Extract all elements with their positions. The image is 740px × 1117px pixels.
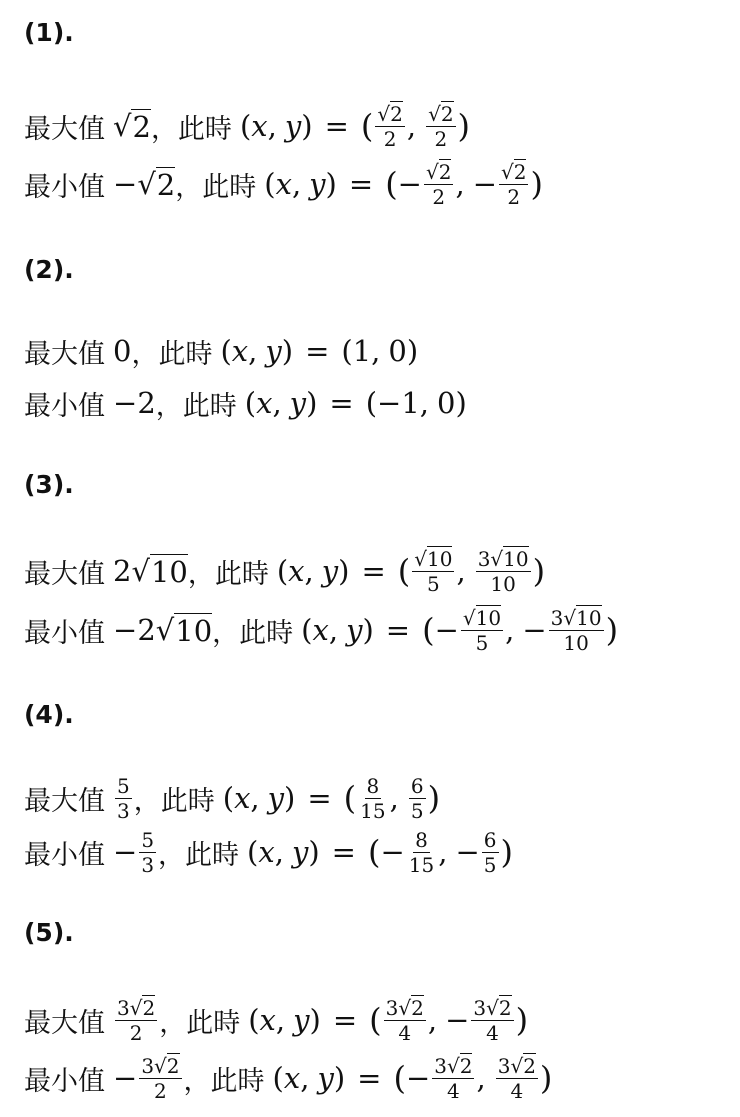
max-line	[24, 992, 528, 1048]
point-expression: ( x , y ) = ( − $\frac{√2}{2}$ , − $\frac{√2}{2}$ )	[264, 159, 543, 209]
max-value: $\frac{3√2}{2}$	[117, 995, 156, 1045]
then-label: ，此時	[150, 113, 232, 145]
point-expression: ( x , y ) = ( − $\frac{√10}{5}$ , − $\frac{3√10}{10}$ )	[301, 605, 619, 655]
min-value: − $\frac{3√2}{2}$	[113, 1053, 180, 1103]
max-value: √ 2	[113, 108, 151, 144]
max-line	[24, 323, 418, 379]
max-label: 最大值	[24, 113, 105, 145]
min-value: − 2 √ 10	[113, 612, 213, 648]
max-label: 最大值	[24, 785, 105, 817]
min-value: − 2	[113, 386, 156, 420]
max-label: 最大值	[24, 338, 105, 370]
max-value: 2 √ 10	[113, 553, 188, 589]
then-label: ，此時	[187, 558, 269, 590]
min-line	[24, 156, 543, 212]
then-label: ，此時	[131, 338, 213, 370]
min-line	[24, 824, 513, 880]
min-value: − $\frac{5}{3}$	[113, 827, 155, 877]
min-label: 最小值	[24, 839, 105, 871]
then-label: ，此時	[155, 390, 237, 422]
max-label: 最大值	[24, 1007, 105, 1039]
min-line	[24, 1050, 552, 1106]
max-line	[24, 98, 470, 154]
min-label: 最小值	[24, 1065, 105, 1097]
max-line	[24, 543, 545, 599]
point-expression: ( x , y ) = ( − 1 , 0 )	[244, 386, 467, 420]
then-label: ，此時	[159, 1007, 241, 1039]
point-expression: ( x , y ) = ( $\frac{8}{15}$ , $\frac{6}{5}$ )	[222, 773, 441, 823]
min-line	[24, 602, 618, 658]
point-expression: ( x , y ) = ( − $\frac{8}{15}$ , − $\frac{6}{5}$ )	[247, 827, 513, 877]
section-heading: (2).	[24, 255, 74, 284]
then-label: ，此時	[212, 617, 294, 649]
max-line	[24, 770, 440, 826]
section-heading: (4).	[24, 700, 74, 729]
then-label: ，此時	[158, 839, 240, 871]
section-heading: (1).	[24, 18, 74, 47]
min-line	[24, 375, 467, 431]
then-label: ，此時	[133, 785, 215, 817]
max-value: $\frac{5}{3}$	[117, 773, 130, 823]
min-label: 最小值	[24, 390, 105, 422]
section-heading: (5).	[24, 918, 74, 947]
point-expression: ( x , y ) = ( $\frac{3√2}{4}$ , − $\frac{3√2}{4}$ )	[248, 995, 529, 1045]
min-label: 最小值	[24, 617, 105, 649]
point-expression: ( x , y ) = ( $\frac{√2}{2}$ , $\frac{√2}{2}$ )	[239, 101, 471, 151]
min-label: 最小值	[24, 171, 105, 203]
point-expression: ( x , y ) = ( $\frac{√10}{5}$ , $\frac{3√10}{10}$ )	[276, 546, 546, 596]
section-heading: (3).	[24, 470, 74, 499]
then-label: ，此時	[183, 1065, 265, 1097]
point-expression: ( x , y ) = ( − $\frac{3√2}{4}$ , $\frac{3√2}{4}$ )	[272, 1053, 553, 1103]
then-label: ，此時	[175, 171, 257, 203]
max-label: 最大值	[24, 558, 105, 590]
max-value: 0	[113, 334, 132, 368]
point-expression: ( x , y ) = ( 1 , 0 )	[220, 334, 419, 368]
min-value: − √ 2	[113, 166, 176, 202]
